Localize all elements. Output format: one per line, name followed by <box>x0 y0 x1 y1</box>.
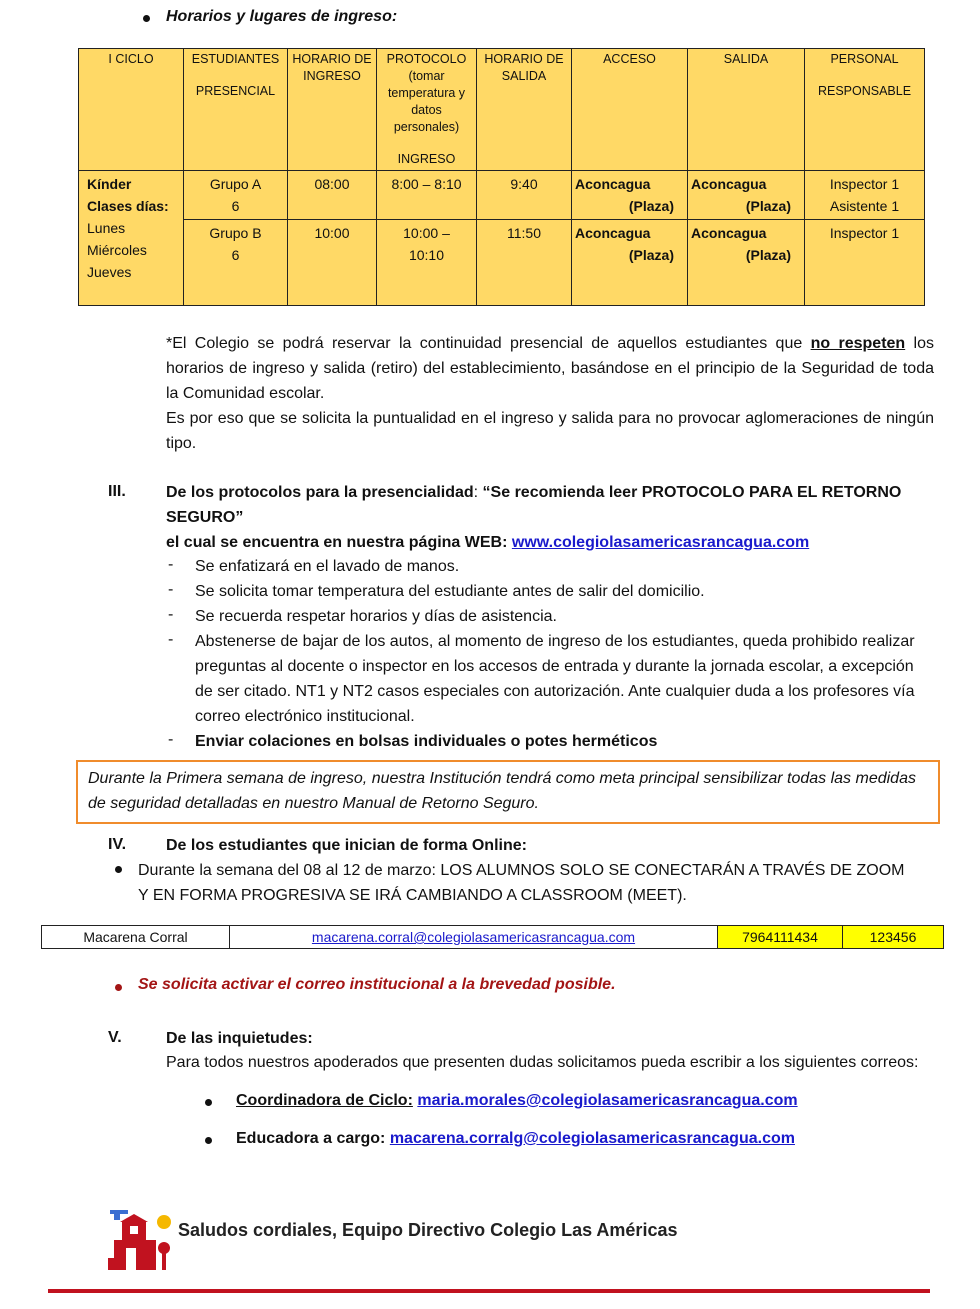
list-item: Enviar colaciones en bolsas individuales o potes herméticos <box>195 733 658 750</box>
header-estudiantes: ESTUDIANTES PRESENCIAL <box>184 49 288 171</box>
highlight-box <box>76 760 940 824</box>
header-salida: SALIDA <box>688 49 805 171</box>
dash-icon: - <box>168 631 174 648</box>
dash-icon: - <box>168 731 174 748</box>
salida-lugar-cell: Aconcagua (Plaza) <box>688 220 805 306</box>
header-acceso: ACCESO <box>572 49 688 171</box>
grupo-cell: Grupo A 6 <box>184 171 288 220</box>
table-row <box>79 171 925 220</box>
dash-icon: - <box>168 581 174 598</box>
contact-name: Macarena Corral <box>42 926 230 949</box>
list-item: Abstenerse de bajar de los autos, al momento de ingreso de los estudiantes, queda prohibido realizar preguntas al docente o inspector en los accesos de entrada y durante la jornada escolar, a excepción de ser citado. NT1 y NT2 casos especiales con autorización. Ante cualquier duda a los profesores vía correo electrónico institucional. <box>195 633 915 725</box>
contact-id: 7964111434 <box>718 926 843 949</box>
section-4-title: De los estudiantes que inician de forma Online: <box>166 837 527 854</box>
red-note: Se solicita activar el correo institucional a la brevedad posible. <box>138 976 616 993</box>
bullet-icon <box>143 15 150 22</box>
header-personal: PERSONAL RESPONSABLE <box>805 49 925 171</box>
dash-icon: - <box>168 556 174 573</box>
schedule-table <box>78 48 925 306</box>
section-4-number: IV. <box>108 836 127 853</box>
salida-cell: 9:40 <box>477 171 572 220</box>
educator-email-link[interactable]: macarena.corralg@colegiolasamericasrancagua.com <box>389 1130 795 1147</box>
table-row <box>42 926 944 949</box>
dash-icon: - <box>168 606 174 623</box>
highlight-text: Durante la Primera semana de ingreso, nuestra Institución tendrá como meta principal sensibilizar todas las medidas de seguridad detalladas en nuestro Manual de Retorno Seguro. <box>88 770 916 812</box>
ingreso-cell: 10:00 <box>288 220 377 306</box>
coordinator-email-link[interactable]: maria.morales@colegiolasamericasrancagua.com <box>417 1092 798 1109</box>
personal-cell: Inspector 1 <box>805 220 925 306</box>
ingreso-cell: 08:00 <box>288 171 377 220</box>
school-logo-icon <box>104 1208 176 1274</box>
list-item: Se recuerda respetar horarios y días de asistencia. <box>195 608 557 625</box>
header-horario-salida: HORARIO DE SALIDA <box>477 49 572 171</box>
bullet-icon <box>205 1137 212 1144</box>
grupo-cell: Grupo B 6 <box>184 220 288 306</box>
notice-paragraph: *El Colegio se podrá reservar la continuidad presencial de aquellos estudiantes que no respeten los horarios de ingreso y salida (retiro) del establecimiento, basándose en el principio de la Seguridad de toda la Comunidad escolar. Es por eso que se solicita la puntualidad en el ingreso y salida para no provocar aglomeraciones de ningún tipo. <box>166 335 934 452</box>
level-cell: Kínder Clases días: Lunes Miércoles Jueves <box>79 171 184 306</box>
bullet-icon <box>115 866 122 873</box>
schedule-heading: Horarios y lugares de ingreso: <box>166 8 398 25</box>
footer-text: Saludos cordiales, Equipo Directivo Colegio Las Américas <box>178 1220 678 1240</box>
acceso-cell: Aconcagua (Plaza) <box>572 171 688 220</box>
bullet-icon <box>115 984 122 991</box>
personal-cell: Inspector 1 Asistente 1 <box>805 171 925 220</box>
contact-email[interactable]: macarena.corral@colegiolasamericasrancagua.com <box>230 926 718 949</box>
coordinator-contact: Coordinadora de Ciclo: maria.morales@colegiolasamericasrancagua.com <box>236 1092 798 1109</box>
salida-lugar-cell: Aconcagua (Plaza) <box>688 171 805 220</box>
bullet-icon <box>205 1099 212 1106</box>
header-protocolo: PROTOCOLO (tomar temperatura y datos personales) INGRESO <box>377 49 477 171</box>
protocolo-cell: 10:00 – 10:10 <box>377 220 477 306</box>
header-ciclo: I CICLO <box>79 49 184 171</box>
section-3-number: III. <box>108 483 126 500</box>
header-horario-ingreso: HORARIO DE INGRESO <box>288 49 377 171</box>
footer-rule <box>48 1289 930 1293</box>
section-5-title: De las inquietudes: <box>166 1030 313 1047</box>
table-row <box>79 220 925 306</box>
website-link[interactable]: www.colegiolasamericasrancagua.com <box>511 534 810 551</box>
acceso-cell: Aconcagua (Plaza) <box>572 220 688 306</box>
section-5-intro: Para todos nuestros apoderados que presenten dudas solicitamos pueda escribir a los siguientes correos: <box>166 1054 919 1071</box>
online-note: Durante la semana del 08 al 12 de marzo: LOS ALUMNOS SOLO SE CONECTARÁN A TRAVÉS DE ZOOM Y EN FORMA PROGRESIVA SE IRÁ CAMBIANDO A CLASSROOM (MEET). <box>138 862 905 904</box>
notice-emphasis: no respeten <box>810 335 906 352</box>
list-item: Se enfatizará en el lavado de manos. <box>195 558 460 575</box>
section-5-number: V. <box>108 1029 122 1046</box>
contact-code: 123456 <box>843 926 944 949</box>
section-3-title: De los protocolos para la presencialidad: “Se recomienda leer PROTOCOLO PARA EL RETORNO SEGURO” el cual se encuentra en nuestra página WEB: www.colegiolasamericasrancagua.com <box>166 484 902 551</box>
contact-table <box>41 925 944 949</box>
list-item: Se solicita tomar temperatura del estudiante antes de salir del domicilio. <box>195 583 705 600</box>
salida-cell: 11:50 <box>477 220 572 306</box>
educator-contact: Educadora a cargo: macarena.corralg@colegiolasamericasrancagua.com <box>236 1130 795 1147</box>
protocolo-cell: 8:00 – 8:10 <box>377 171 477 220</box>
